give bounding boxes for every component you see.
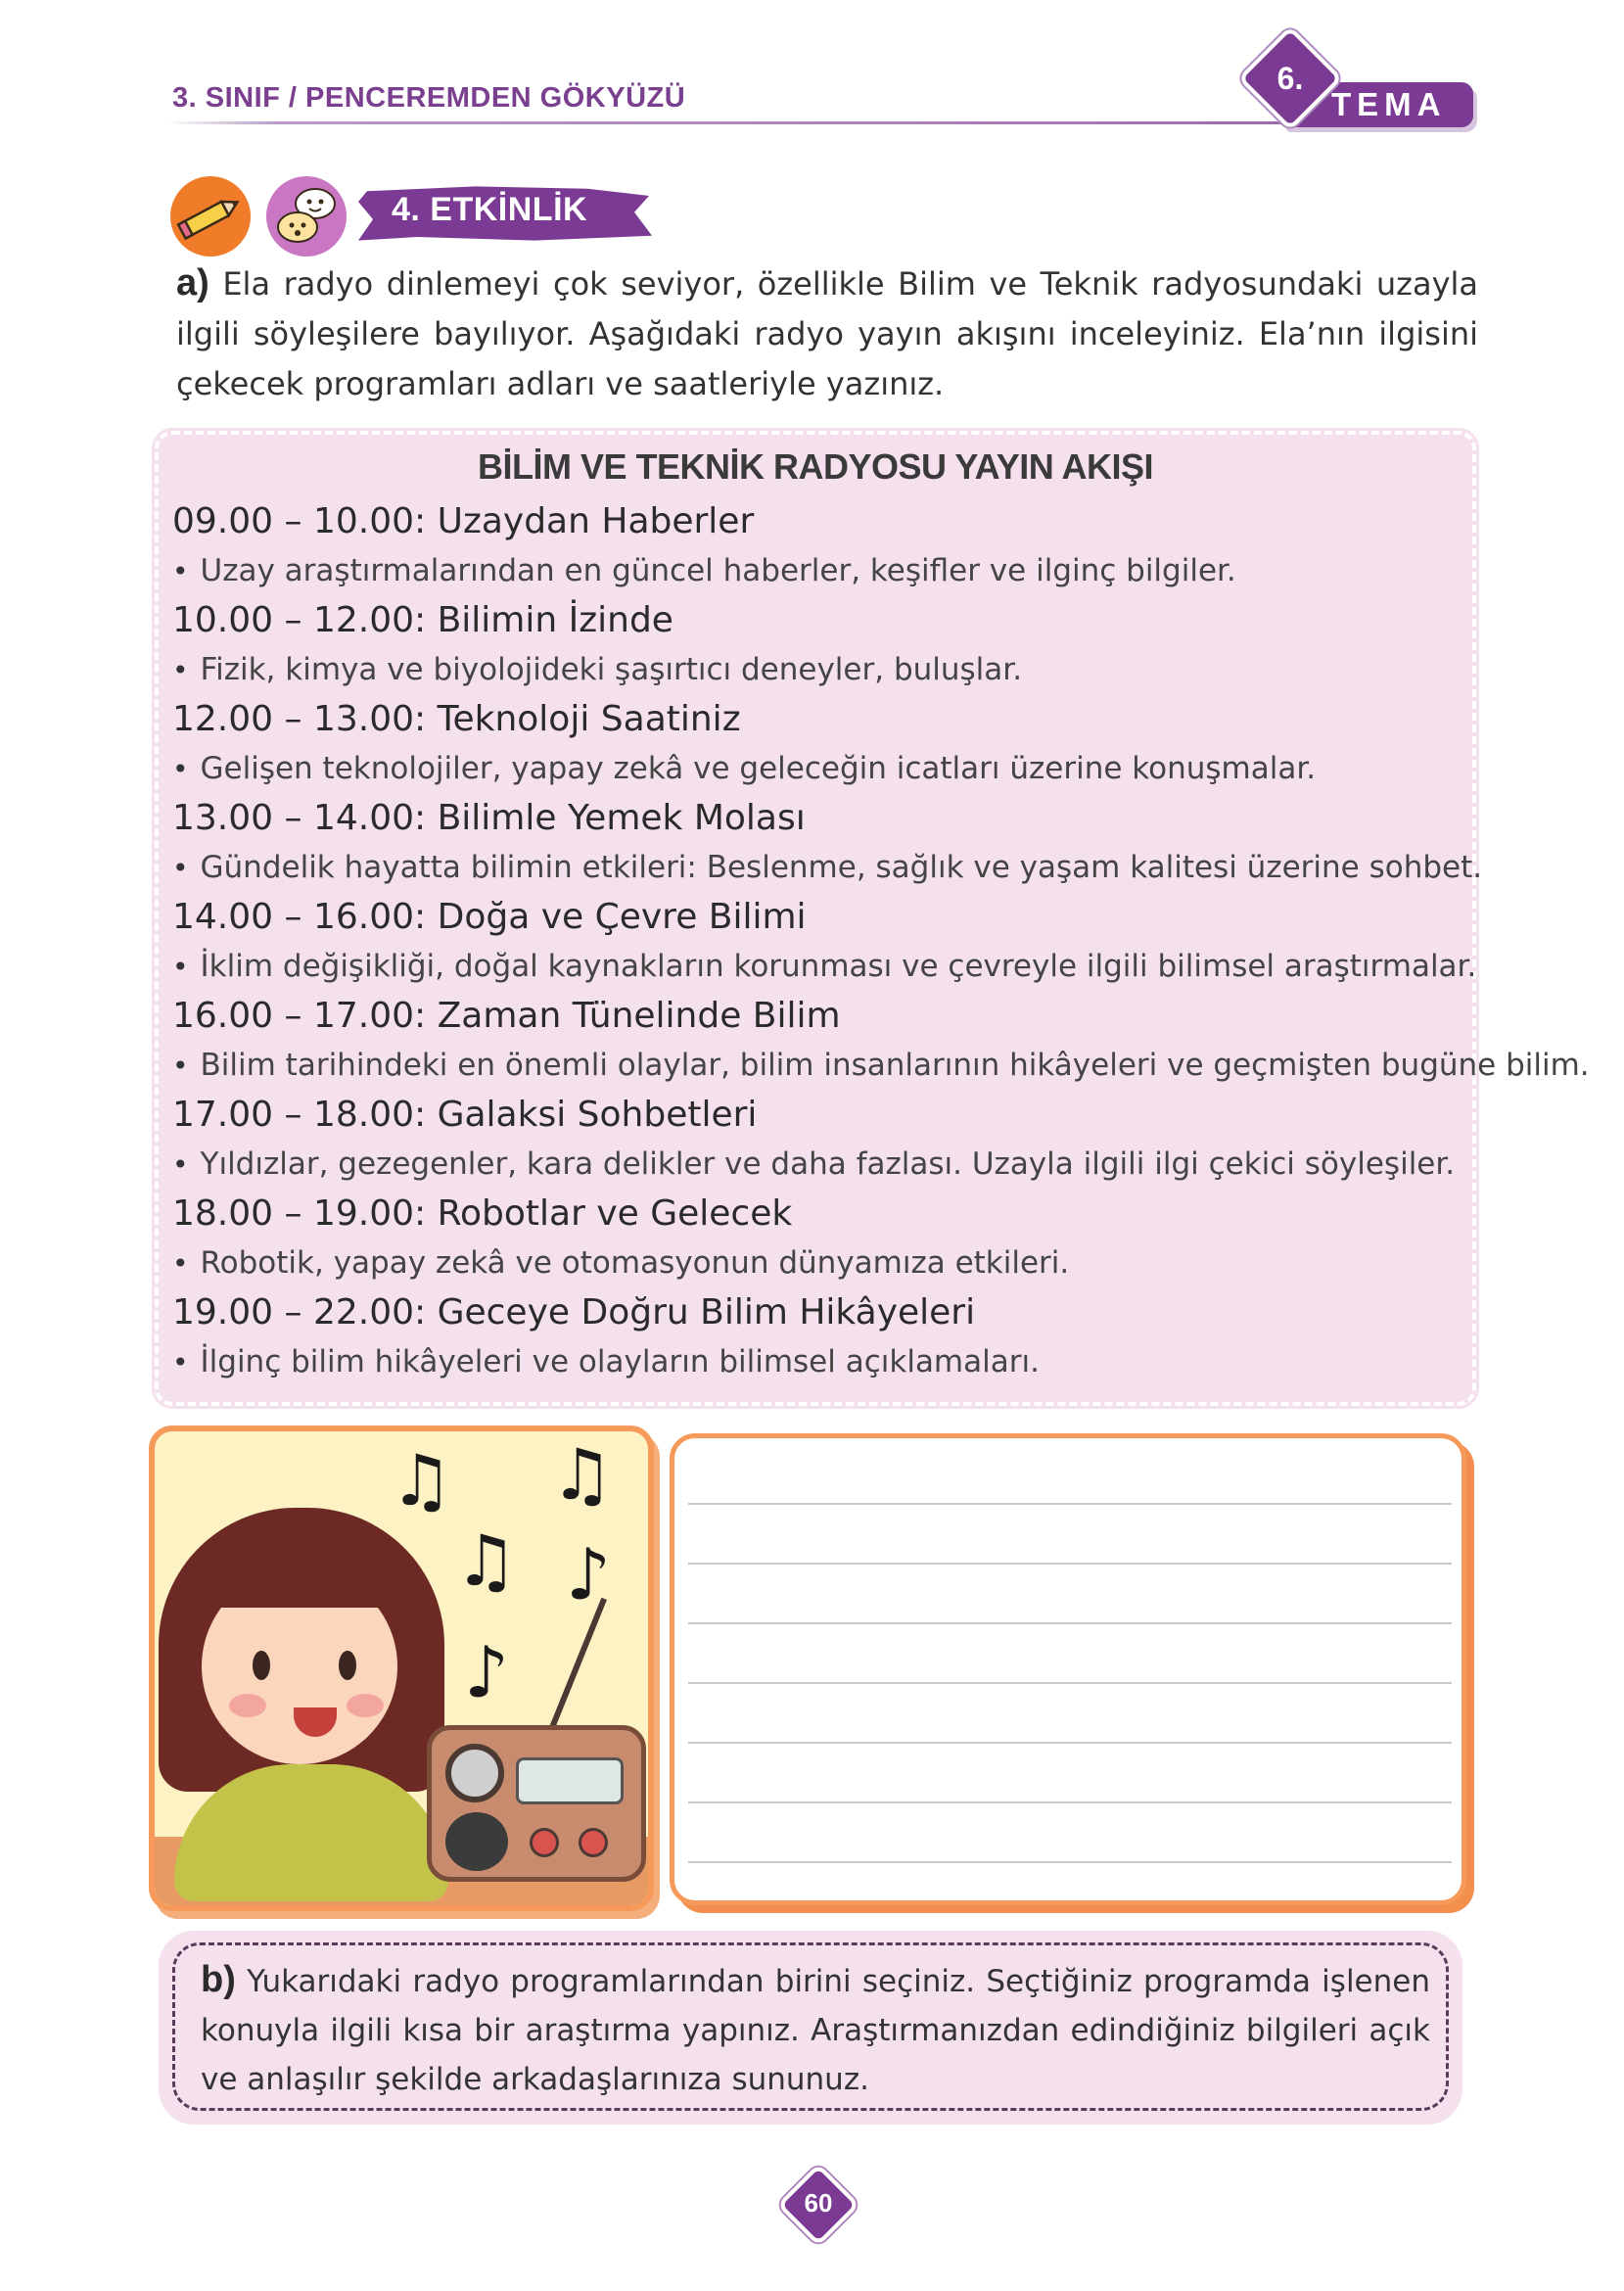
radio-speaker [445, 1812, 508, 1871]
page-number: 60 [804, 2188, 833, 2218]
program-name: Zaman Tünelinde Bilim [437, 996, 841, 1036]
bullet-icon: • [172, 1247, 189, 1280]
program-name: Doğa ve Çevre Bilimi [437, 897, 807, 937]
program-description-row [172, 546, 1464, 596]
program-time-row [172, 1091, 1464, 1140]
program-description: Gelişen teknolojiler, yapay zekâ ve geleceğin icatları üzerine konuşmalar. [200, 751, 1317, 786]
writing-line [688, 1563, 1452, 1565]
girl-cheek-left [229, 1694, 266, 1717]
program-time-row [172, 794, 1464, 843]
program-time-row [172, 893, 1464, 942]
bullet-icon: • [172, 1148, 189, 1181]
radio-knob [445, 1744, 504, 1802]
program-description: İlginç bilim hikâyeleri ve olayların bilimsel açıklamaları. [200, 1344, 1040, 1379]
program-description: Robotik, yapay zekâ ve otomasyonun dünyamıza etkileri. [200, 1245, 1070, 1281]
program-time-row [172, 1288, 1464, 1337]
program-description-row [172, 843, 1483, 893]
bullet-icon: • [172, 951, 189, 983]
pencil-icon [170, 176, 251, 257]
program-time: 13.00 – 14.00: [172, 798, 427, 838]
program-time-row [172, 497, 1464, 546]
question-b-box [159, 1931, 1462, 2125]
question-b-letter: b) [201, 1959, 236, 2000]
schedule-list [172, 497, 1590, 1387]
program-name: Geceye Doğru Bilim Hikâyeleri [437, 1292, 976, 1333]
chat-bubbles-icon [266, 176, 347, 257]
question-b-text: Yukarıdaki radyo programlarından birini seçiniz. Seçtiğiniz programda işlenen konuyla ilgili kısa bir araştırma yapınız. Araştırmanızdan edindiğiniz bilgileri açık ve anlaşılır şekilde arkadaşlarınıza sununuz. [201, 1964, 1430, 2097]
program-time: 10.00 – 12.00: [172, 600, 427, 640]
music-note-icon: ♫ [390, 1439, 453, 1521]
book-header-title: 3. SINIF / PENCEREMDEN GÖKYÜZÜ [172, 82, 686, 114]
question-b-dashed-frame [172, 1942, 1449, 2111]
program-description: İklim değişikliği, doğal kaynakların korunması ve çevreyle ilgili bilimsel araştırmalar. [200, 949, 1477, 984]
program-time-row [172, 992, 1464, 1041]
program-time: 18.00 – 19.00: [172, 1193, 427, 1234]
program-description-row [172, 1041, 1590, 1091]
question-a-text: Ela radyo dinlemeyi çok seviyor, özellikle Bilim ve Teknik radyosundaki uzayla ilgili söyleşilere bayılıyor. Aşağıdaki radyo yayın akışını inceleyiniz. Ela’nın ilgisini çekecek programları adları ve saatleriyle yazınız. [176, 265, 1479, 402]
header-divider [166, 121, 1292, 124]
program-description-row [172, 645, 1464, 695]
theme-number: 6. [1276, 61, 1304, 96]
theme-label: TEMA [1331, 86, 1447, 122]
music-note-icon: ♪ [566, 1533, 611, 1615]
program-name: Bilimin İzinde [437, 600, 673, 640]
program-description-row [172, 1337, 1464, 1387]
girl-eye-right [339, 1651, 356, 1680]
radio-display [516, 1757, 624, 1804]
program-description-row [172, 942, 1477, 992]
program-description-row [172, 1239, 1464, 1288]
program-time: 17.00 – 18.00: [172, 1095, 427, 1135]
question-a-letter: a) [176, 262, 209, 304]
radio-button [530, 1828, 559, 1857]
music-note-icon: ♪ [464, 1631, 509, 1713]
program-name: Uzaydan Haberler [437, 501, 755, 541]
bullet-icon: • [172, 555, 189, 587]
program-description: Uzay araştırmalarından en güncel haberler, keşifler ve ilginç bilgiler. [200, 553, 1236, 588]
program-name: Teknoloji Saatiniz [437, 699, 741, 739]
program-time: 14.00 – 16.00: [172, 897, 427, 937]
writing-line [688, 1742, 1452, 1744]
program-time: 12.00 – 13.00: [172, 699, 427, 739]
girl-cheek-right [347, 1694, 384, 1717]
writing-line [688, 1622, 1452, 1624]
activity-title: 4. ETKİNLİK [392, 191, 588, 228]
music-note-icon: ♫ [550, 1433, 614, 1516]
program-time-row [172, 596, 1464, 645]
program-description-row [172, 744, 1464, 794]
program-time: 19.00 – 22.00: [172, 1292, 427, 1333]
program-name: Galaksi Sohbetleri [437, 1095, 758, 1135]
program-time-row [172, 695, 1464, 744]
program-name: Bilimle Yemek Molası [437, 798, 806, 838]
schedule-title: BİLİM VE TEKNİK RADYOSU YAYIN AKIŞI [478, 446, 1153, 487]
program-description: Bilim tarihindeki en önemli olaylar, bilim insanlarının hikâyeleri ve geçmişten bugüne bilim. [200, 1048, 1590, 1083]
radio-button [579, 1828, 608, 1857]
question-a [176, 258, 1478, 409]
radio-icon [427, 1725, 646, 1882]
writing-line [688, 1682, 1452, 1684]
program-time: 16.00 – 17.00: [172, 996, 427, 1036]
program-name: Robotlar ve Gelecek [437, 1193, 793, 1234]
question-b [201, 1955, 1430, 2104]
answer-writing-area[interactable] [670, 1433, 1466, 1905]
program-time: 09.00 – 10.00: [172, 501, 427, 541]
writing-line [688, 1503, 1452, 1505]
bullet-icon: • [172, 852, 189, 884]
program-description: Yıldızlar, gezegenler, kara delikler ve daha fazlası. Uzayla ilgili ilgi çekici söyleşiler. [200, 1146, 1456, 1182]
program-description: Gündelik hayatta bilimin etkileri: Beslenme, sağlık ve yaşam kalitesi üzerine sohbet. [200, 850, 1483, 885]
bullet-icon: • [172, 753, 189, 785]
radio-schedule-box [155, 431, 1590, 1406]
program-description-row [172, 1140, 1464, 1190]
program-description: Fizik, kimya ve biyolojideki şaşırtıcı deneyler, buluşlar. [200, 652, 1023, 687]
bullet-icon: • [172, 654, 189, 686]
bullet-icon: • [172, 1346, 189, 1379]
writing-line [688, 1861, 1452, 1863]
girl-with-radio-illustration [149, 1426, 654, 1911]
radio-antenna [546, 1598, 607, 1736]
girl-eye-left [253, 1651, 270, 1680]
writing-line [688, 1801, 1452, 1803]
music-note-icon: ♫ [454, 1520, 518, 1602]
bullet-icon: • [172, 1050, 189, 1082]
program-time-row [172, 1190, 1464, 1239]
